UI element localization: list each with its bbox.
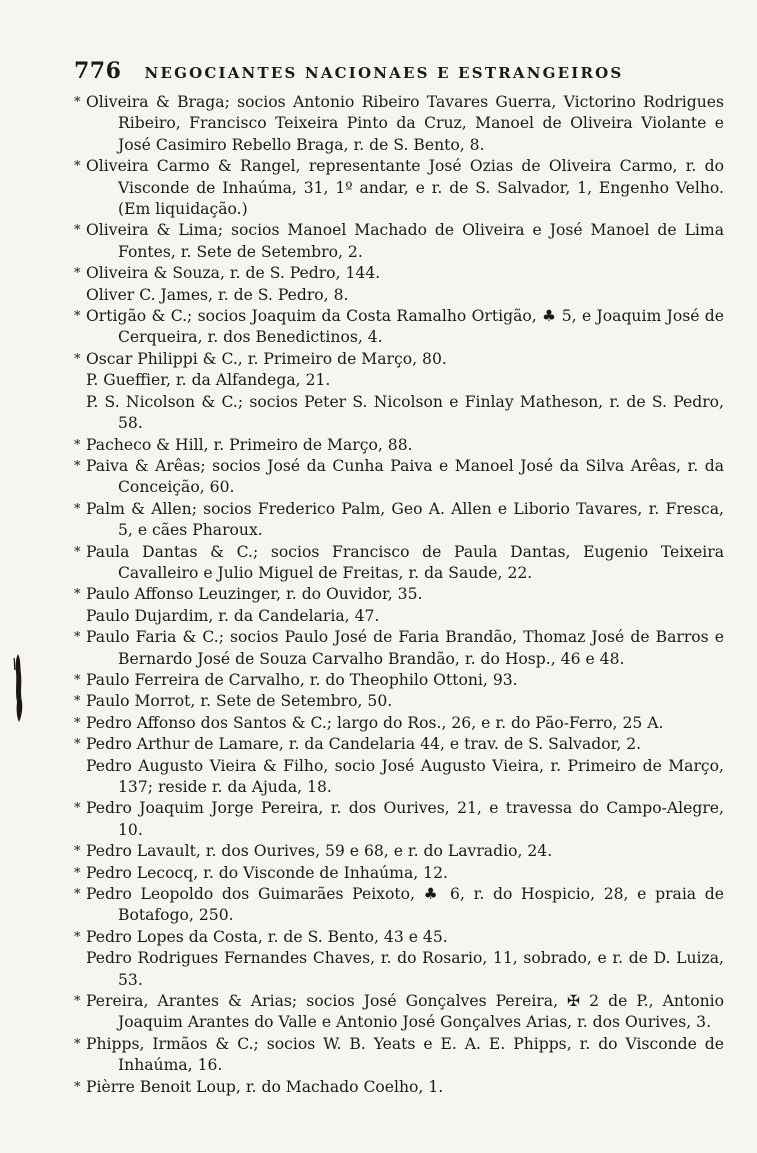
- entry-text: Palm & Allen; socios Frederico Palm, Geo A. Allen e Liborio Tavares, r. Fresca, 5, e cães Pharoux.: [86, 499, 724, 540]
- star-icon: *: [74, 351, 81, 367]
- entry-text: Oliveira & Lima; socios Manoel Machado de Oliveira e José Manoel de Lima Fontes, r. Sete de Setembro, 2.: [86, 221, 724, 261]
- entry-text: Phipps, Irmãos & C.; socios W. B. Yeats e E. A. E. Phipps, r. do Visconde de Inhaúma, 16.: [86, 1034, 724, 1075]
- directory-entry: [74, 756, 724, 799]
- star-icon: *: [74, 1036, 81, 1052]
- directory-entry: [74, 370, 724, 391]
- star-icon: *: [74, 501, 81, 517]
- directory-entry: [74, 670, 724, 691]
- directory-entry: [74, 1077, 724, 1098]
- star-icon: *: [74, 844, 81, 860]
- entry-text: Pedro Lecocq, r. do Visconde de Inhaúma, 12.: [86, 863, 448, 882]
- star-icon: *: [74, 929, 81, 945]
- directory-entry: [74, 627, 724, 670]
- star-icon: *: [74, 458, 81, 474]
- entry-text: Oliveira & Braga; socios Antonio Ribeiro Tavares Guerra, Victorino Rodrigues Ribeiro, Francisco Teixeira Pinto da Cruz, Manoel de Oliveira Violante e José Casimiro Rebello Braga, r. de S. Bento, 8.: [86, 93, 724, 154]
- directory-entry: [74, 713, 724, 734]
- star-icon: *: [74, 266, 81, 282]
- page-title: NEGOCIANTES NACIONAES E ESTRANGEIROS: [144, 64, 624, 82]
- directory-entry: [74, 948, 724, 991]
- entry-text: Pedro Joaquim Jorge Pereira, r. dos Ourives, 21, e travessa do Campo-Alegre, 10.: [86, 799, 724, 839]
- directory-entry: [74, 456, 724, 499]
- entry-text: Pacheco & Hill, r. Primeiro de Março, 88.: [86, 435, 413, 454]
- directory-entry: [74, 285, 724, 306]
- directory-entry: [74, 306, 724, 349]
- entry-text: Pereira, Arantes & Arias; socios José Gonçalves Pereira, ✠ 2 de P., Antonio Joaquim Arantes do Valle e Antonio José Gonçalves Arias, r. dos Ourives, 3.: [86, 992, 724, 1032]
- entry-text: Oliver C. James, r. de S. Pedro, 8.: [86, 285, 349, 304]
- entry-text: Oliveira Carmo & Rangel, representante José Ozias de Oliveira Carmo, r. do Visconde de Inhaúma, 31, 1º andar, e r. de S. Salvador, 1, Engenho Velho. (Em liquidação.): [86, 157, 724, 219]
- entries-list: [74, 92, 724, 1098]
- star-icon: *: [74, 694, 81, 710]
- entry-text: Paulo Ferreira de Carvalho, r. do Theophilo Ottoni, 93.: [86, 670, 518, 689]
- star-icon: *: [74, 587, 81, 603]
- directory-entry: [74, 927, 724, 948]
- directory-entry: [74, 542, 724, 585]
- star-icon: *: [74, 544, 81, 560]
- directory-entry: [74, 156, 724, 220]
- star-icon: *: [74, 159, 81, 175]
- entry-text: Paulo Dujardim, r. da Candelaria, 47.: [86, 606, 380, 625]
- star-icon: *: [74, 801, 81, 817]
- directory-entry: [74, 349, 724, 370]
- directory-entry: [74, 499, 724, 542]
- entry-text: P. Gueffier, r. da Alfandega, 21.: [86, 371, 331, 390]
- directory-entry: [74, 392, 724, 435]
- entry-text: Pedro Lavault, r. dos Ourives, 59 e 68, e r. do Lavradio, 24.: [86, 842, 553, 861]
- directory-entry: [74, 1034, 724, 1077]
- directory-entry: [74, 884, 724, 927]
- entry-text: P. S. Nicolson & C.; socios Peter S. Nicolson e Finlay Matheson, r. de S. Pedro, 58.: [86, 392, 724, 433]
- entry-text: Oliveira & Souza, r. de S. Pedro, 144.: [86, 264, 381, 283]
- star-icon: *: [74, 630, 81, 646]
- entry-text: Pedro Rodrigues Fernandes Chaves, r. do Rosario, 11, sobrado, e r. de D. Luiza, 53.: [86, 949, 724, 989]
- directory-entry: [74, 220, 724, 263]
- star-icon: *: [74, 865, 81, 881]
- star-icon: *: [74, 95, 81, 110]
- directory-entry: [74, 584, 724, 605]
- directory-entry: [74, 435, 724, 456]
- directory-entry: [74, 991, 724, 1034]
- entry-text: Oscar Philippi & C., r. Primeiro de Março, 80.: [86, 349, 447, 368]
- star-icon: *: [74, 437, 81, 453]
- entry-text: Pedro Augusto Vieira & Filho, socio José Augusto Vieira, r. Primeiro de Março, 137; reside r. da Ajuda, 18.: [86, 756, 724, 796]
- entry-text: Paulo Faria & C.; socios Paulo José de Faria Brandão, Thomaz José de Barros e Bernardo José de Souza Carvalho Brandão, r. do Hosp., 46 e 48.: [86, 628, 724, 668]
- entry-text: Pedro Lopes da Costa, r. de S. Bento, 43 e 45.: [86, 927, 448, 946]
- star-icon: *: [74, 223, 81, 239]
- directory-entry: [74, 606, 724, 627]
- ink-smudge-icon: [12, 652, 26, 724]
- entry-text: Pedro Arthur de Lamare, r. da Candelaria 44, e trav. de S. Salvador, 2.: [86, 735, 642, 754]
- entry-text: Paulo Morrot, r. Sete de Setembro, 50.: [86, 692, 393, 711]
- star-icon: *: [74, 672, 81, 688]
- star-icon: *: [74, 737, 81, 753]
- star-icon: *: [74, 1079, 81, 1095]
- directory-entry: [74, 92, 724, 156]
- directory-entry: [74, 798, 724, 841]
- entry-text: Paula Dantas & C.; socios Francisco de Paula Dantas, Eugenio Teixeira Cavalleiro e Julio Miguel de Freitas, r. da Saude, 22.: [86, 542, 724, 582]
- entry-text: Pedro Affonso dos Santos & C.; largo do Ros., 26, e r. do Pão-Ferro, 25 A.: [86, 713, 664, 732]
- directory-entry: [74, 691, 724, 712]
- entry-text: Pièrre Benoit Loup, r. do Machado Coelho, 1.: [86, 1077, 444, 1096]
- star-icon: *: [74, 309, 81, 325]
- entry-text: Ortigão & C.; socios Joaquim da Costa Ramalho Ortigão, ♣ 5, e Joaquim José de Cerqueira, r. dos Benedictinos, 4.: [86, 307, 724, 347]
- star-icon: *: [74, 715, 81, 731]
- star-icon: *: [74, 994, 81, 1010]
- star-icon: *: [74, 887, 81, 903]
- entry-text: Pedro Leopoldo dos Guimarães Peixoto, ♣ 6, r. do Hospicio, 28, e praia de Botafogo, 250.: [86, 885, 724, 925]
- page-number: 776: [74, 58, 122, 84]
- directory-entry: [74, 863, 724, 884]
- directory-entry: [74, 263, 724, 284]
- directory-entry: [74, 734, 724, 755]
- entry-text: Paiva & Arêas; socios José da Cunha Paiva e Manoel José da Silva Arêas, r. da Conceição, 60.: [86, 456, 724, 497]
- entry-text: Paulo Affonso Leuzinger, r. do Ouvidor, 35.: [86, 585, 423, 604]
- directory-entry: [74, 841, 724, 862]
- page-header: [74, 58, 654, 88]
